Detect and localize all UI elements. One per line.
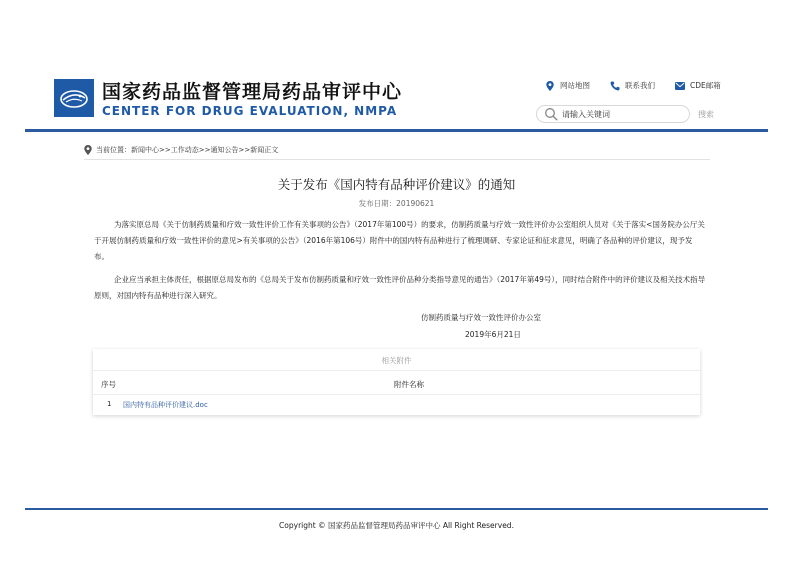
column-header-name: 附件名称	[394, 380, 424, 389]
email-link[interactable]	[675, 80, 721, 91]
attachments-header-divider	[93, 394, 700, 395]
search-box	[536, 105, 690, 123]
mail-icon	[675, 81, 685, 91]
site-title: 国家药品监督管理局药品审评中心	[102, 81, 403, 103]
search-input[interactable]	[562, 110, 672, 119]
attachments-divider	[93, 370, 700, 371]
attachment-link[interactable]: 国内特有品种评价建议.doc	[123, 401, 208, 409]
article-signature: 仿制药质量与疗效一致性评价办公室	[421, 313, 541, 322]
sitemap-label: 网站地图	[560, 81, 590, 90]
phone-icon	[610, 81, 620, 91]
attachment-number: 1	[107, 400, 112, 408]
footer-copyright: Copyright © 国家药品监督管理局药品审评中心 All Right Reserved.	[279, 521, 514, 530]
search-icon[interactable]	[544, 107, 558, 121]
search-button[interactable]: 搜索	[698, 110, 714, 119]
breadcrumb-divider	[84, 159, 710, 160]
header-divider	[25, 129, 768, 132]
breadcrumb-text[interactable]: 当前位置：新闻中心>>工作动态>>通知公告>>新闻正文	[96, 146, 279, 154]
article-paragraph: 为落实原总局《关于仿制药质量和疗效一致性评价工作有关事项的公告》（2017年第100号）的要求，仿制药质量与疗效一致性评价办公室组织人员对《关于落实<国务院办公厅关于开展仿制药质量和疗效一致性评价的意见>有关事项的公告》（2016年第106号）附件中的国内特有品种进行了梳理调研、专家论证和征求意见，明确了各品种的评价建议，现予发布。	[94, 220, 705, 261]
attachments-title: 相关附件	[381, 356, 412, 365]
breadcrumb	[84, 145, 278, 155]
attachments-panel	[93, 349, 700, 415]
contact-link[interactable]	[610, 80, 655, 91]
site-logo[interactable]	[54, 79, 94, 117]
footer-divider	[25, 508, 768, 510]
article-paragraph: 企业应当承担主体责任，根据原总局发布的《总局关于发布仿制药质量和疗效一致性评价品种分类指导意见的通告》（2017年第49号），同时结合附件中的评价建议及相关技术指导原则，对国内特有品种进行深入研究。	[94, 275, 706, 300]
publish-date: 发布日期：20190621	[358, 199, 435, 208]
logo-emblem-icon	[54, 79, 94, 117]
sitemap-link[interactable]	[545, 80, 590, 91]
article-title: 关于发布《国内特有品种评价建议》的通知	[277, 177, 516, 192]
site-subtitle: CENTER FOR DRUG EVALUATION, NMPA	[102, 104, 398, 118]
location-pin-icon	[84, 145, 92, 155]
column-header-number: 序号	[101, 380, 116, 389]
location-pin-icon	[545, 81, 555, 91]
contact-label: 联系我们	[625, 81, 655, 90]
article-sign-date: 2019年6月21日	[465, 330, 521, 339]
email-label: CDE邮箱	[690, 81, 721, 90]
top-links	[545, 80, 721, 91]
